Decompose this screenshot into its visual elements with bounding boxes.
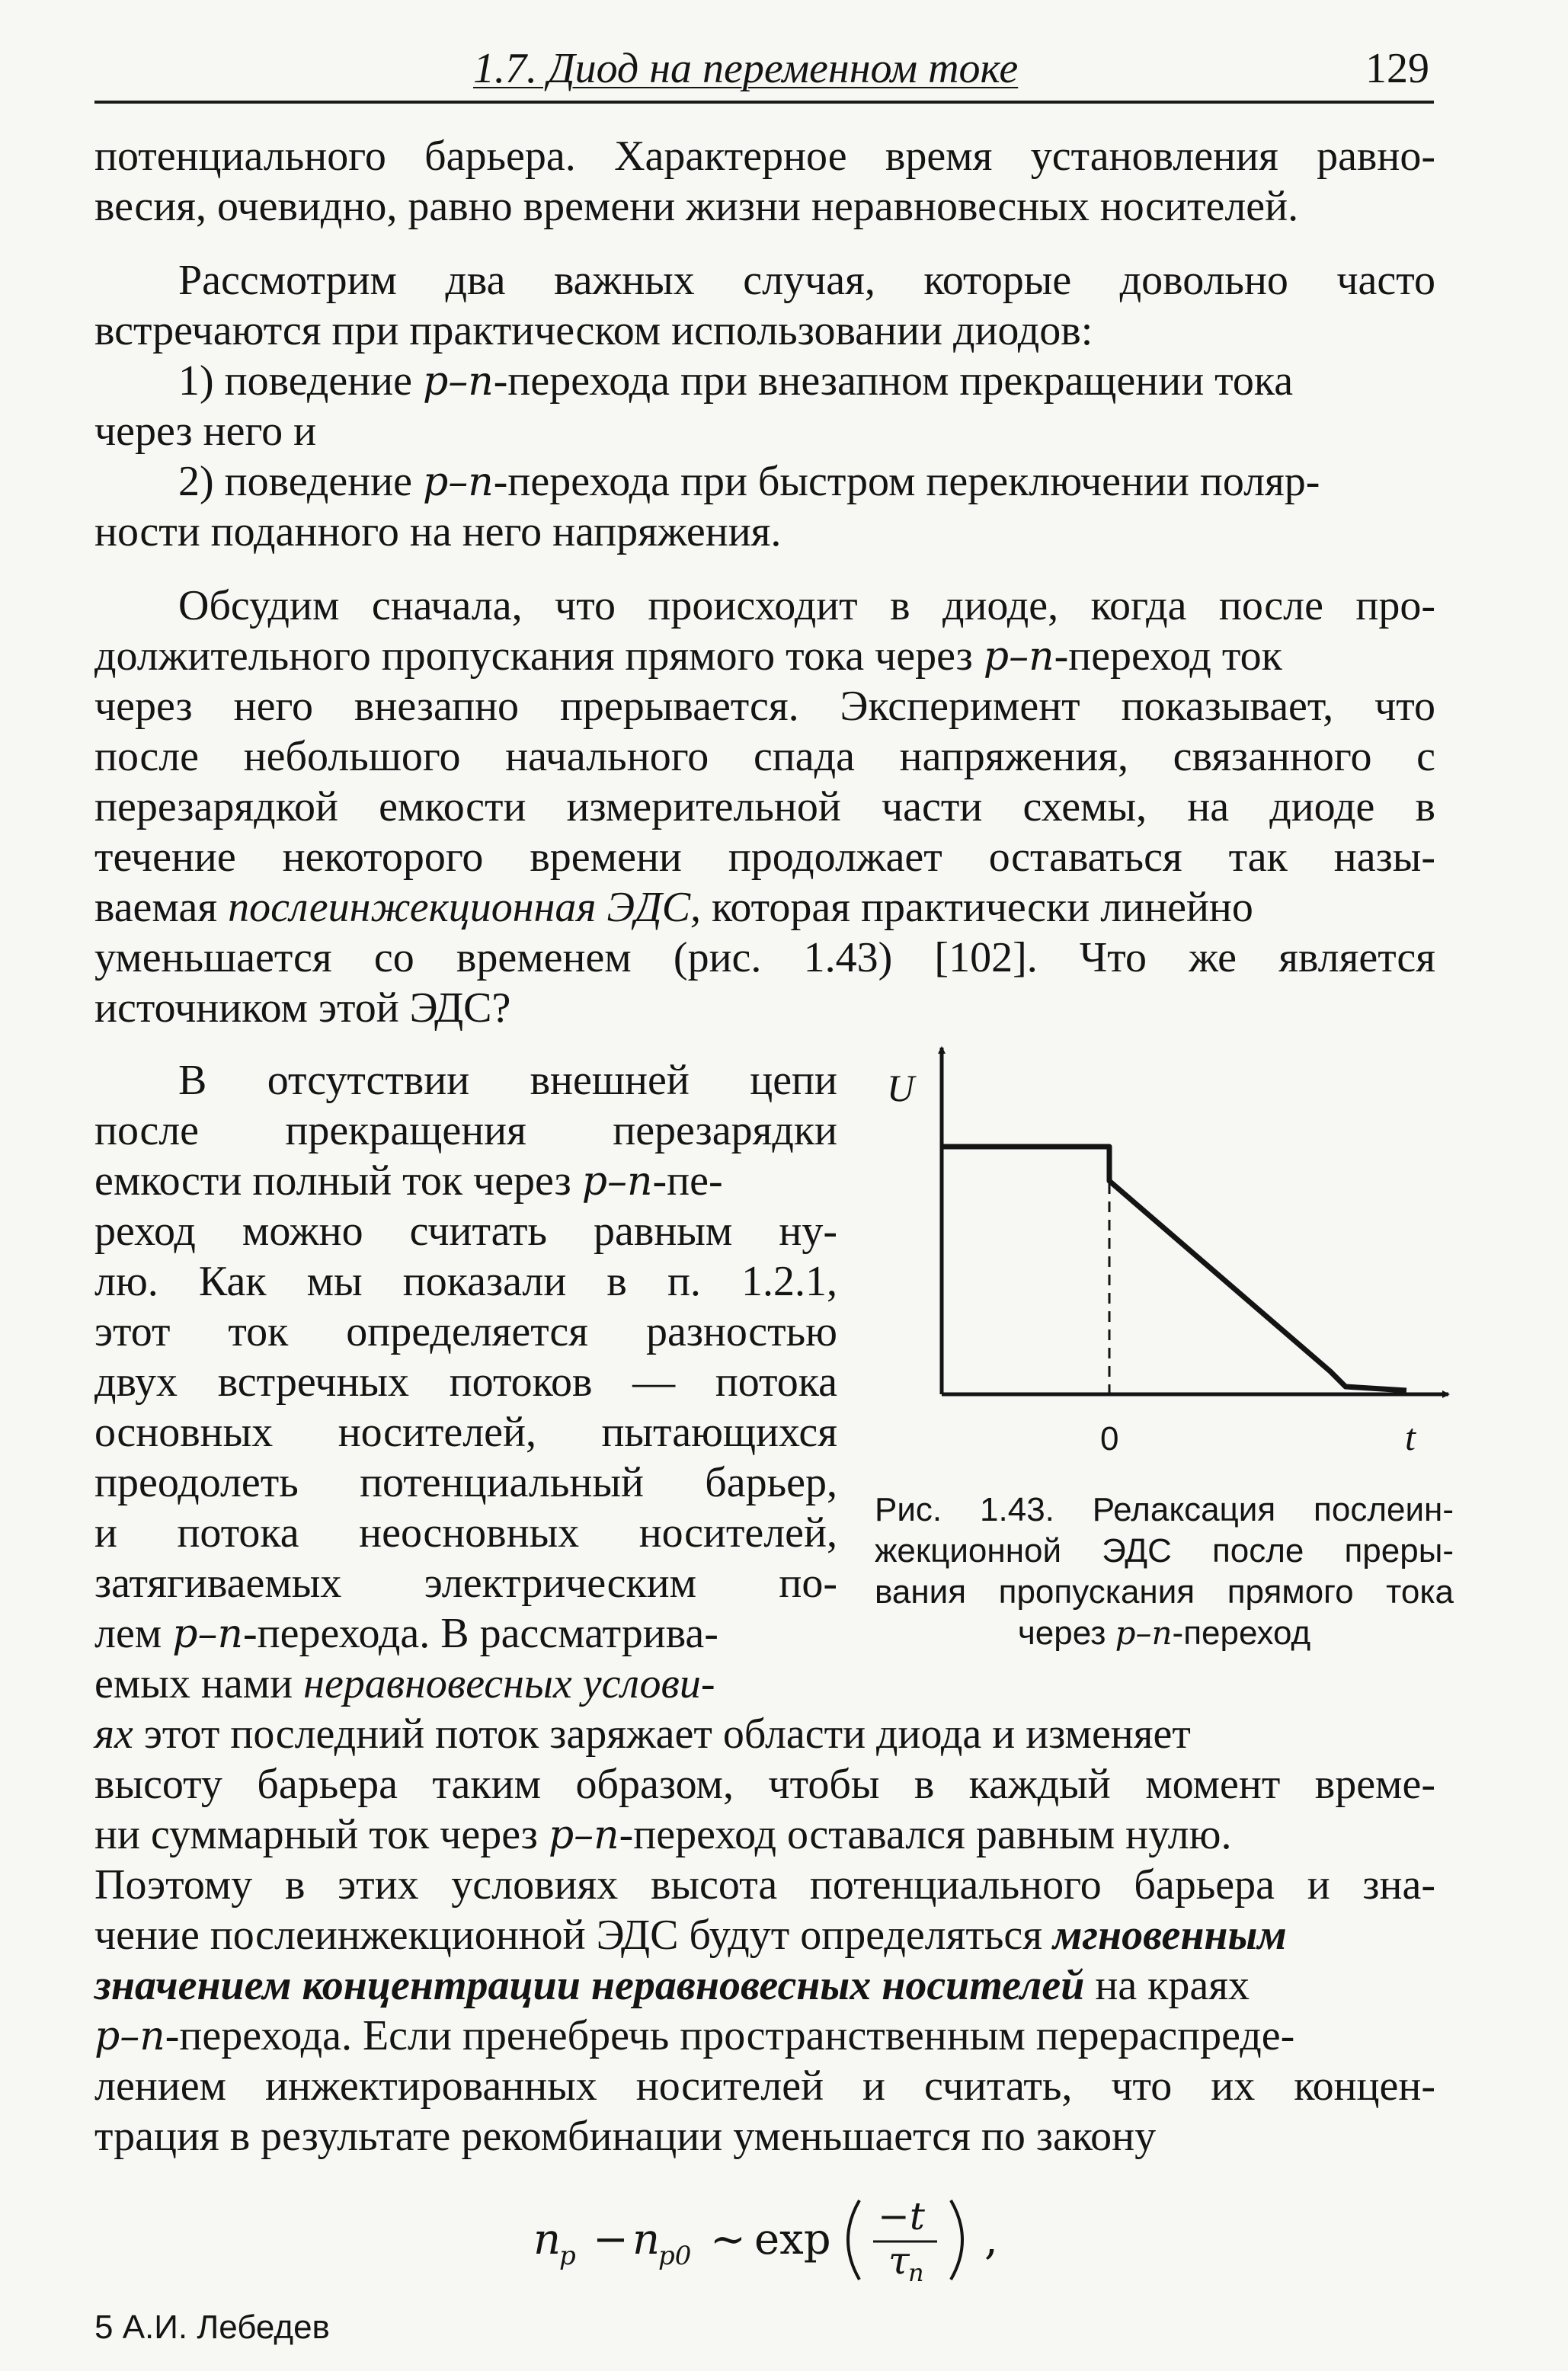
pn-symbol: p–n [983, 634, 1054, 680]
caption-line: вания пропускания прямого тока [875, 1573, 1454, 1611]
section-title: 1.7. Диод на переменном токе [473, 45, 1019, 92]
paragraph-4-narrow [94, 1055, 837, 1709]
text-line: должительного пропускания прямого тока через p–n-переход ток [94, 632, 1282, 680]
page-number: 129 [1365, 45, 1429, 92]
emphasis-text: значением концентрации неравновесных носителей [94, 1962, 1085, 2009]
running-header [94, 44, 1434, 104]
pn-symbol: p–n [423, 459, 494, 505]
text-line: после прекращения перезарядки [94, 1107, 837, 1154]
paragraph-2 [94, 255, 1435, 557]
text-line: потенциального барьера. Характерное время установления равно- [94, 133, 1435, 180]
formula-punctuation: , [984, 2215, 998, 2264]
formula-svg [533, 2194, 1067, 2286]
text-line: лю. Как мы показали в п. 1.2.1, [94, 1258, 837, 1305]
origin-label: 0 [1100, 1420, 1119, 1457]
text-line: Поэтому в этих условиях высота потенциального барьера и зна- [94, 1861, 1435, 1909]
pn-symbol: p–n [172, 1611, 244, 1657]
text-line: емых нами неравновесных услови- [94, 1660, 715, 1707]
pn-symbol: p–n [581, 1159, 653, 1205]
text-line: течение некоторого времени продолжает оставаться так назы- [94, 834, 1435, 881]
text-line: Обсудим сначала, что происходит в диоде, когда после про- [178, 582, 1435, 629]
pn-symbol: p–n [548, 1813, 619, 1858]
text-line: источником этой ЭДС? [94, 984, 511, 1032]
caption-line: жекционной ЭДС после преры- [875, 1532, 1454, 1569]
figure-caption [875, 1489, 1454, 1654]
list-item-2: 2) поведение p–n-перехода при быстром переключении поляр- [178, 458, 1320, 505]
text-line: после небольшого начального спада напряжения, связанного с [94, 733, 1435, 780]
text-line: двух встречных потоков — потока [94, 1358, 837, 1406]
paragraph-4-continued [94, 1709, 1435, 2161]
footer-signature: 5 А.И. Лебедев [94, 2309, 330, 2346]
formula-denominator: τ [888, 2238, 910, 2283]
voltage-curve [942, 1147, 1406, 1390]
text-line: емкости полный ток через p–n-пе- [94, 1157, 723, 1205]
formula-symbol: n [533, 2215, 562, 2264]
text-line: В отсутствии внешней цепи [178, 1057, 837, 1104]
emphasis-text: неравновесных услови- [303, 1660, 715, 1707]
paragraph-3 [94, 581, 1435, 1033]
list-item-1: 1) поведение p–n-перехода при внезапном прекращении тока [178, 357, 1294, 405]
text-line: встречаются при практическом использовании диодов: [94, 307, 1093, 354]
text-line: p–n-перехода. Если пренебречь пространственным перераспреде- [94, 2012, 1295, 2059]
left-paren [848, 2200, 859, 2280]
text-line: основных носителей, пытающихся [94, 1409, 837, 1456]
paragraph-1 [94, 131, 1435, 232]
relaxation-graph [858, 1032, 1452, 1489]
emphasis-text: мгновенным [1053, 1912, 1287, 1959]
text-line: через него и [94, 408, 317, 455]
emphasis-text: ях [94, 1710, 133, 1758]
text-line: Рассмотрим два важных случая, которые довольно часто [178, 257, 1435, 304]
formula-operator: − [593, 2215, 629, 2264]
text-line: затягиваемых электрическим по- [94, 1560, 837, 1607]
text-line: преодолеть потенциальный барьер, [94, 1459, 837, 1506]
text-line: высоту барьера таким образом, чтобы в каждый момент време- [94, 1761, 1435, 1808]
text-line: ваемая послеинжекционная ЭДС, которая практически линейно [94, 884, 1253, 931]
text-line: трация в результате рекомбинации уменьшается по закону [94, 2113, 1157, 2160]
text-line: через него внезапно прерывается. Эксперимент показывает, что [94, 683, 1435, 730]
caption-line: Рис. 1.43. Релаксация послеин- [875, 1491, 1454, 1528]
formula-subscript: n [908, 2258, 924, 2286]
pn-symbol: p–n [1115, 1614, 1173, 1652]
text-line: уменьшается со временем (рис. 1.43) [102]. Что же является [94, 934, 1435, 981]
formula-operator: ∼ [710, 2215, 746, 2264]
text-line: лением инжектированных носителей и считать, что их концен- [94, 2062, 1435, 2110]
text-line: и потока неосновных носителей, [94, 1509, 837, 1557]
formula-function: exp [754, 2215, 831, 2264]
formula [533, 2194, 1067, 2286]
text-line: значением концентрации неравновесных носителей на краях [94, 1962, 1250, 2009]
formula-subscript: p0 [658, 2241, 692, 2271]
emphasis-text: послеинжекционная ЭДС, [228, 884, 702, 931]
caption-line: через p–n-переход [1017, 1614, 1311, 1652]
y-axis-label: U [887, 1067, 915, 1109]
text-line: перезарядкой емкости измерительной части схемы, на диоде в [94, 783, 1435, 830]
pn-symbol: p–n [94, 2014, 165, 2059]
text-line: ях этот последний поток заряжает области диода и изменяет [94, 1710, 1191, 1758]
text-line: чение послеинжекционной ЭДС будут определяться мгновенным [94, 1912, 1287, 1959]
pn-symbol: p–n [423, 359, 494, 405]
text-line: этот ток определяется разностью [94, 1308, 837, 1355]
right-paren [951, 2200, 962, 2280]
text-line: реход можно считать равным ну- [94, 1208, 837, 1255]
text-line: лем p–n-перехода. В рассматрива- [94, 1610, 718, 1657]
text-line: ни суммарный ток через p–n-переход оставался равным нулю. [94, 1811, 1232, 1858]
x-axis-label: t [1405, 1416, 1416, 1458]
text-line: ности поданного на него напряжения. [94, 508, 782, 555]
formula-symbol: n [632, 2215, 661, 2264]
formula-subscript: p [559, 2241, 576, 2271]
formula-numerator: −t [878, 2194, 925, 2238]
text-line: весия, очевидно, равно времени жизни неравновесных носителей. [94, 183, 1299, 230]
